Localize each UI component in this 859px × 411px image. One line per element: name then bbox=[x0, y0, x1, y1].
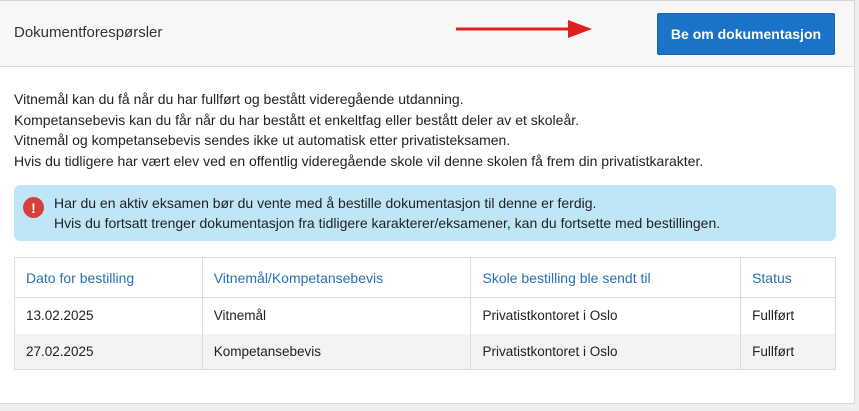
cell-document-type: Kompetansebevis bbox=[202, 334, 471, 370]
cell-school: Privatistkontoret i Oslo bbox=[471, 298, 741, 334]
card-header bbox=[0, 1, 854, 67]
intro-line: Vitnemål kan du få når du har fullført og bestått videregående utdanning. bbox=[14, 91, 464, 107]
table-row bbox=[15, 334, 836, 370]
alert-line: Har du en aktiv eksamen bør du vente med å bestille dokumentasjon til denne er ferdig. bbox=[54, 195, 597, 211]
cell-school: Privatistkontoret i Oslo bbox=[471, 334, 741, 370]
cell-date: 13.02.2025 bbox=[15, 298, 203, 334]
requests-table bbox=[14, 257, 836, 370]
column-header-document-type[interactable]: Vitnemål/Kompetansebevis bbox=[202, 258, 471, 298]
alert-text bbox=[54, 194, 720, 233]
column-header-date[interactable]: Dato for bestilling bbox=[15, 258, 203, 298]
column-header-school[interactable]: Skole bestilling ble sendt til bbox=[471, 258, 741, 298]
alert-line: Hvis du fortsatt trenger dokumentasjon fra tidligere karakterer/eksamener, kan du fortsette med bestillingen. bbox=[54, 214, 721, 231]
cell-date: 27.02.2025 bbox=[15, 334, 203, 370]
intro-line: Kompetansebevis kan du får når du har bestått et enkeltfag eller bestått deler av et skoleår. bbox=[14, 111, 580, 128]
column-header-status[interactable]: Status bbox=[741, 258, 836, 298]
cell-document-type: Vitnemål bbox=[202, 298, 471, 334]
page-title: Dokumentforespørsler bbox=[14, 24, 163, 41]
cell-status: Fullført bbox=[741, 298, 836, 334]
request-documentation-button[interactable]: Be om dokumentasjon bbox=[657, 13, 835, 55]
intro-line: Hvis du tidligere har vært elev ved en offentlig videregående skole vil denne skolen få frem din privatistkarakter. bbox=[14, 152, 704, 169]
intro-text bbox=[14, 89, 703, 171]
info-alert bbox=[14, 185, 836, 241]
table-header-row bbox=[15, 258, 836, 298]
table-row bbox=[15, 298, 836, 334]
cell-status: Fullført bbox=[741, 334, 836, 370]
arrow-right-icon bbox=[456, 19, 592, 39]
intro-line: Vitnemål og kompetansebevis sendes ikke ut automatisk etter privatisteksamen. bbox=[14, 132, 511, 148]
exclamation-icon: ! bbox=[23, 197, 44, 218]
